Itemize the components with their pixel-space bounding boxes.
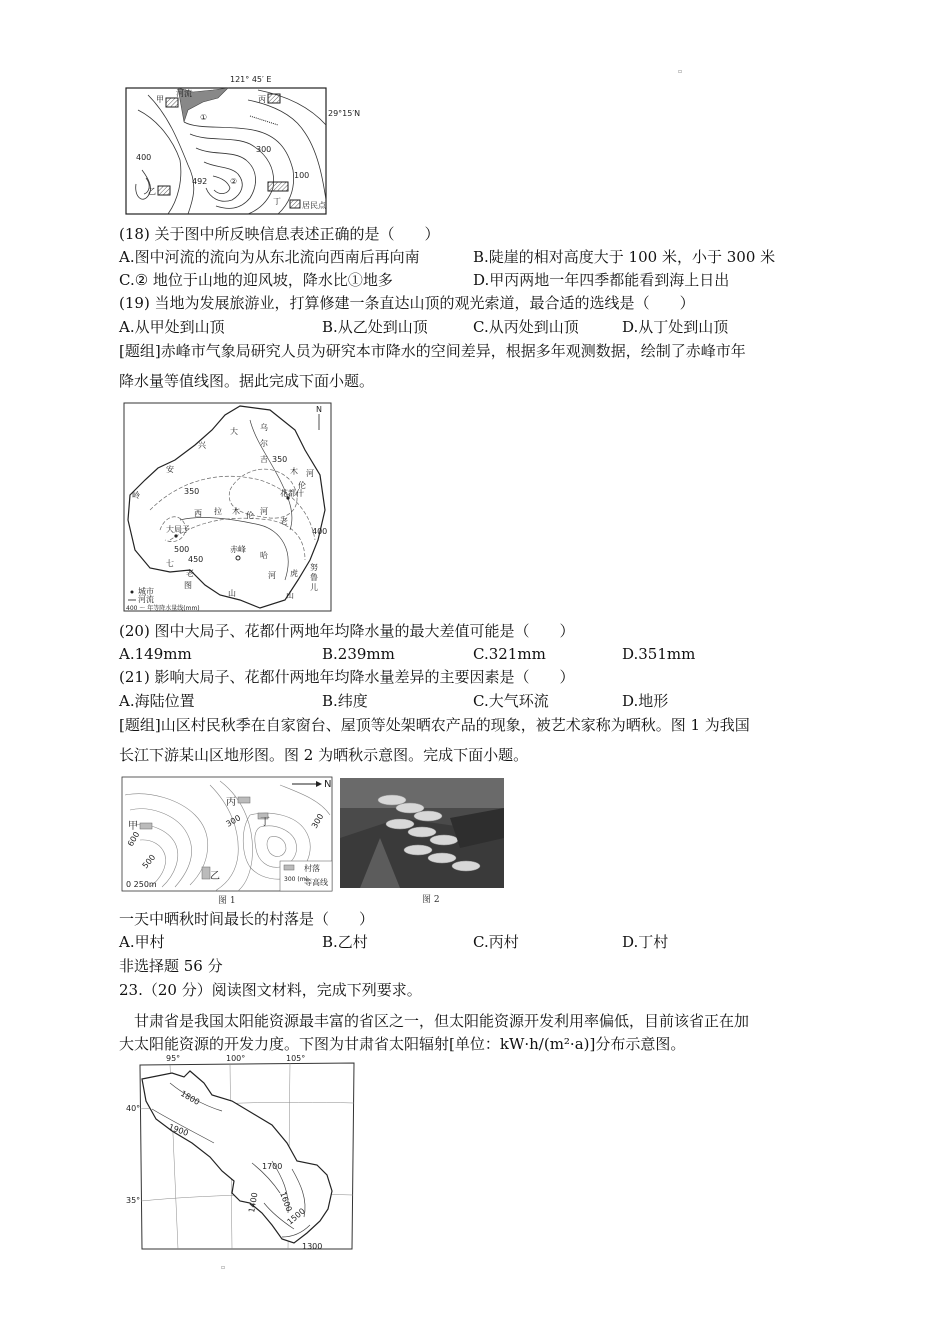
question-22-stem: 一天中晒秋时间最长的村落是（ ）	[119, 910, 375, 928]
svg-text:500: 500	[140, 852, 158, 871]
svg-text:400: 400	[312, 527, 328, 536]
q18-option-a[interactable]: A.图中河流的流向为从东北流向西南后再向南	[119, 248, 420, 266]
question-20-stem: (20) 图中大局子、花都什两地年均降水量的最大差值可能是（ ）	[119, 622, 575, 640]
isoline-1400: 1400	[247, 1191, 260, 1214]
svg-text:安: 安	[166, 465, 174, 474]
lon-105: 105°	[286, 1054, 306, 1063]
isoline-1500: 1500	[285, 1206, 307, 1227]
svg-text:500: 500	[174, 545, 190, 554]
figure-1-terrain-map	[120, 775, 335, 907]
svg-text:岭: 岭	[132, 491, 140, 500]
q20-option-a[interactable]: A.149mm	[119, 645, 192, 663]
isoline-1800: 1800	[179, 1088, 202, 1107]
svg-text:图: 图	[184, 581, 192, 590]
fig1-label-ding: 丁	[260, 817, 270, 828]
label-site-1: ①	[200, 113, 208, 122]
lon-100: 100°	[226, 1054, 246, 1063]
q18-option-d[interactable]: D.甲丙两地一年四季都能看到海上日出	[473, 271, 730, 289]
svg-text:伦: 伦	[298, 481, 306, 490]
latitude-label: 29°15′N	[328, 109, 361, 118]
fig1-legend-contour: 等高线	[304, 878, 328, 887]
contour-map-figure	[118, 70, 368, 220]
label-settlement: 居民点	[302, 201, 326, 210]
label-bing: 丙	[258, 95, 266, 104]
fig1-legend-unit: 300 (m)	[284, 876, 308, 883]
label-100: 100	[294, 171, 310, 180]
question-19-stem: (19) 当地为发展旅游业，打算修建一条直达山顶的观光索道，最合适的选线是（ ）	[119, 294, 695, 312]
fig1-label-yi: 乙	[210, 871, 220, 882]
svg-text:努: 努	[310, 563, 318, 572]
svg-text:河: 河	[268, 571, 276, 580]
svg-text:吉: 吉	[260, 455, 268, 464]
svg-text:儿: 儿	[310, 583, 318, 592]
longitude-label: 121° 45′ E	[230, 75, 272, 84]
label-jia: 甲	[156, 95, 164, 104]
fig2-caption: 图 2	[422, 895, 440, 905]
svg-text:兴: 兴	[198, 441, 206, 450]
q19-option-d[interactable]: D.从丁处到山顶	[622, 318, 729, 336]
fig1-scale: 0 250m	[126, 880, 157, 889]
north-arrow: N	[316, 405, 322, 414]
q22-option-a[interactable]: A.甲村	[119, 933, 165, 951]
label-400: 400	[136, 153, 152, 162]
svg-text:350: 350	[184, 487, 200, 496]
svg-text:350: 350	[272, 455, 288, 464]
page-mark-bottom: ▫	[221, 1264, 226, 1271]
svg-text:哈: 哈	[260, 551, 268, 560]
svg-text:木: 木	[290, 467, 298, 476]
svg-text:乌: 乌	[260, 423, 268, 432]
q18-option-c[interactable]: C.② 地位于山地的迎风坡，降水比①地多	[119, 271, 393, 289]
group3-intro-line1: [题组]山区村民秋季在自家窗台、屋顶等处架晒农产品的现象，被艺术家称为晒秋。图 1 为我国	[119, 716, 750, 734]
q22-option-d[interactable]: D.丁村	[622, 933, 669, 951]
svg-text:老: 老	[186, 569, 194, 578]
q22-option-c[interactable]: C.丙村	[473, 933, 519, 951]
svg-text:老: 老	[280, 517, 288, 526]
fig1-north: N	[324, 779, 332, 790]
question-23-title: 23.（20 分）阅读图文材料，完成下列要求。	[119, 981, 422, 999]
svg-text:山: 山	[228, 589, 236, 598]
svg-text:七: 七	[166, 559, 174, 568]
svg-text:300: 300	[224, 813, 243, 829]
isoline-1900: 1900	[167, 1122, 190, 1138]
q20-option-c[interactable]: C.321mm	[473, 645, 546, 663]
section-heading: 非选择题 56 分	[119, 957, 223, 975]
svg-text:300: 300	[309, 812, 326, 830]
svg-text:河: 河	[306, 469, 314, 478]
q23-paragraph-line2: 大太阳能资源的开发力度。下图为甘肃省太阳辐射[单位：kW·h/(m²·a)]分布示意图。	[119, 1035, 686, 1053]
isoline-1700: 1700	[262, 1162, 283, 1171]
label-site-2: ②	[230, 177, 238, 186]
lon-95: 95°	[166, 1054, 181, 1063]
svg-text:大: 大	[230, 427, 238, 436]
lat-40: 40°	[126, 1104, 141, 1113]
page-mark: ▫	[678, 68, 683, 75]
q21-option-a[interactable]: A.海陆位置	[119, 692, 195, 710]
svg-text:450: 450	[188, 555, 204, 564]
chifeng-precipitation-map	[120, 400, 335, 615]
group2-intro-line2: 降水量等值线图。据此完成下面小题。	[119, 372, 375, 390]
group2-intro-line1: [题组]赤峰市气象局研究人员为研究本市降水的空间差异，根据多年观测数据，绘制了赤峰市年	[119, 342, 746, 360]
svg-text:河: 河	[260, 507, 268, 516]
svg-text:虎: 虎	[290, 569, 298, 578]
svg-text:鲁: 鲁	[310, 573, 318, 582]
label-yi: 乙	[148, 187, 156, 196]
group3-intro-line2: 长江下游某山区地形图。图 2 为晒秋示意图。完成下面小题。	[119, 746, 529, 764]
q20-option-d[interactable]: D.351mm	[622, 645, 696, 663]
question-18-stem: (18) 关于图中所反映信息表述正确的是（ ）	[119, 225, 440, 243]
legend-city: 城市	[138, 587, 154, 596]
gansu-solar-radiation-map	[122, 1053, 358, 1253]
fig1-label-jia: 甲	[128, 821, 138, 832]
legend-isohyet: 400 ～ 年等降水量线(mm)	[126, 605, 200, 612]
fig1-label-bing: 丙	[226, 797, 236, 808]
label-river: 河流	[176, 89, 192, 98]
svg-text:西: 西	[194, 509, 202, 518]
q21-option-d[interactable]: D.地形	[622, 692, 669, 710]
fig1-legend-village: 村落	[304, 864, 320, 873]
figure-2-drying-photo	[340, 778, 506, 906]
svg-text:尔: 尔	[260, 439, 268, 448]
svg-text:大局子: 大局子	[166, 525, 190, 534]
q23-paragraph-line1: 甘肃省是我国太阳能资源最丰富的省区之一，但太阳能资源开发利用率偏低，目前该省正在加	[134, 1012, 750, 1030]
isoline-1300: 1300	[302, 1242, 323, 1251]
q21-option-b[interactable]: B.纬度	[322, 692, 368, 710]
q21-option-c[interactable]: C.大气环流	[473, 692, 549, 710]
lat-35: 35°	[126, 1196, 141, 1205]
svg-text:山: 山	[286, 591, 294, 600]
q22-option-b[interactable]: B.乙村	[322, 933, 368, 951]
svg-text:伦: 伦	[246, 511, 254, 520]
isoline-1600: 1600	[278, 1190, 294, 1213]
svg-text:木: 木	[232, 507, 240, 516]
q19-option-a[interactable]: A.从甲处到山顶	[119, 318, 225, 336]
label-492: 492	[192, 177, 208, 186]
svg-text:赤峰: 赤峰	[230, 545, 246, 554]
fig1-caption: 图 1	[218, 896, 236, 906]
q19-option-b[interactable]: B.从乙处到山顶	[322, 318, 428, 336]
label-300: 300	[256, 145, 272, 154]
q20-option-b[interactable]: B.239mm	[322, 645, 395, 663]
q19-option-c[interactable]: C.从丙处到山顶	[473, 318, 579, 336]
svg-text:拉: 拉	[214, 507, 222, 516]
svg-text:花都什: 花都什	[280, 489, 304, 498]
q18-option-b[interactable]: B.陡崖的相对高度大于 100 米，小于 300 米	[473, 248, 776, 266]
legend-river: 河流	[138, 595, 154, 604]
label-ding: 丁	[273, 197, 281, 206]
question-21-stem: (21) 影响大局子、花都什两地年均降水量差异的主要因素是（ ）	[119, 668, 575, 686]
svg-text:600: 600	[125, 830, 142, 848]
